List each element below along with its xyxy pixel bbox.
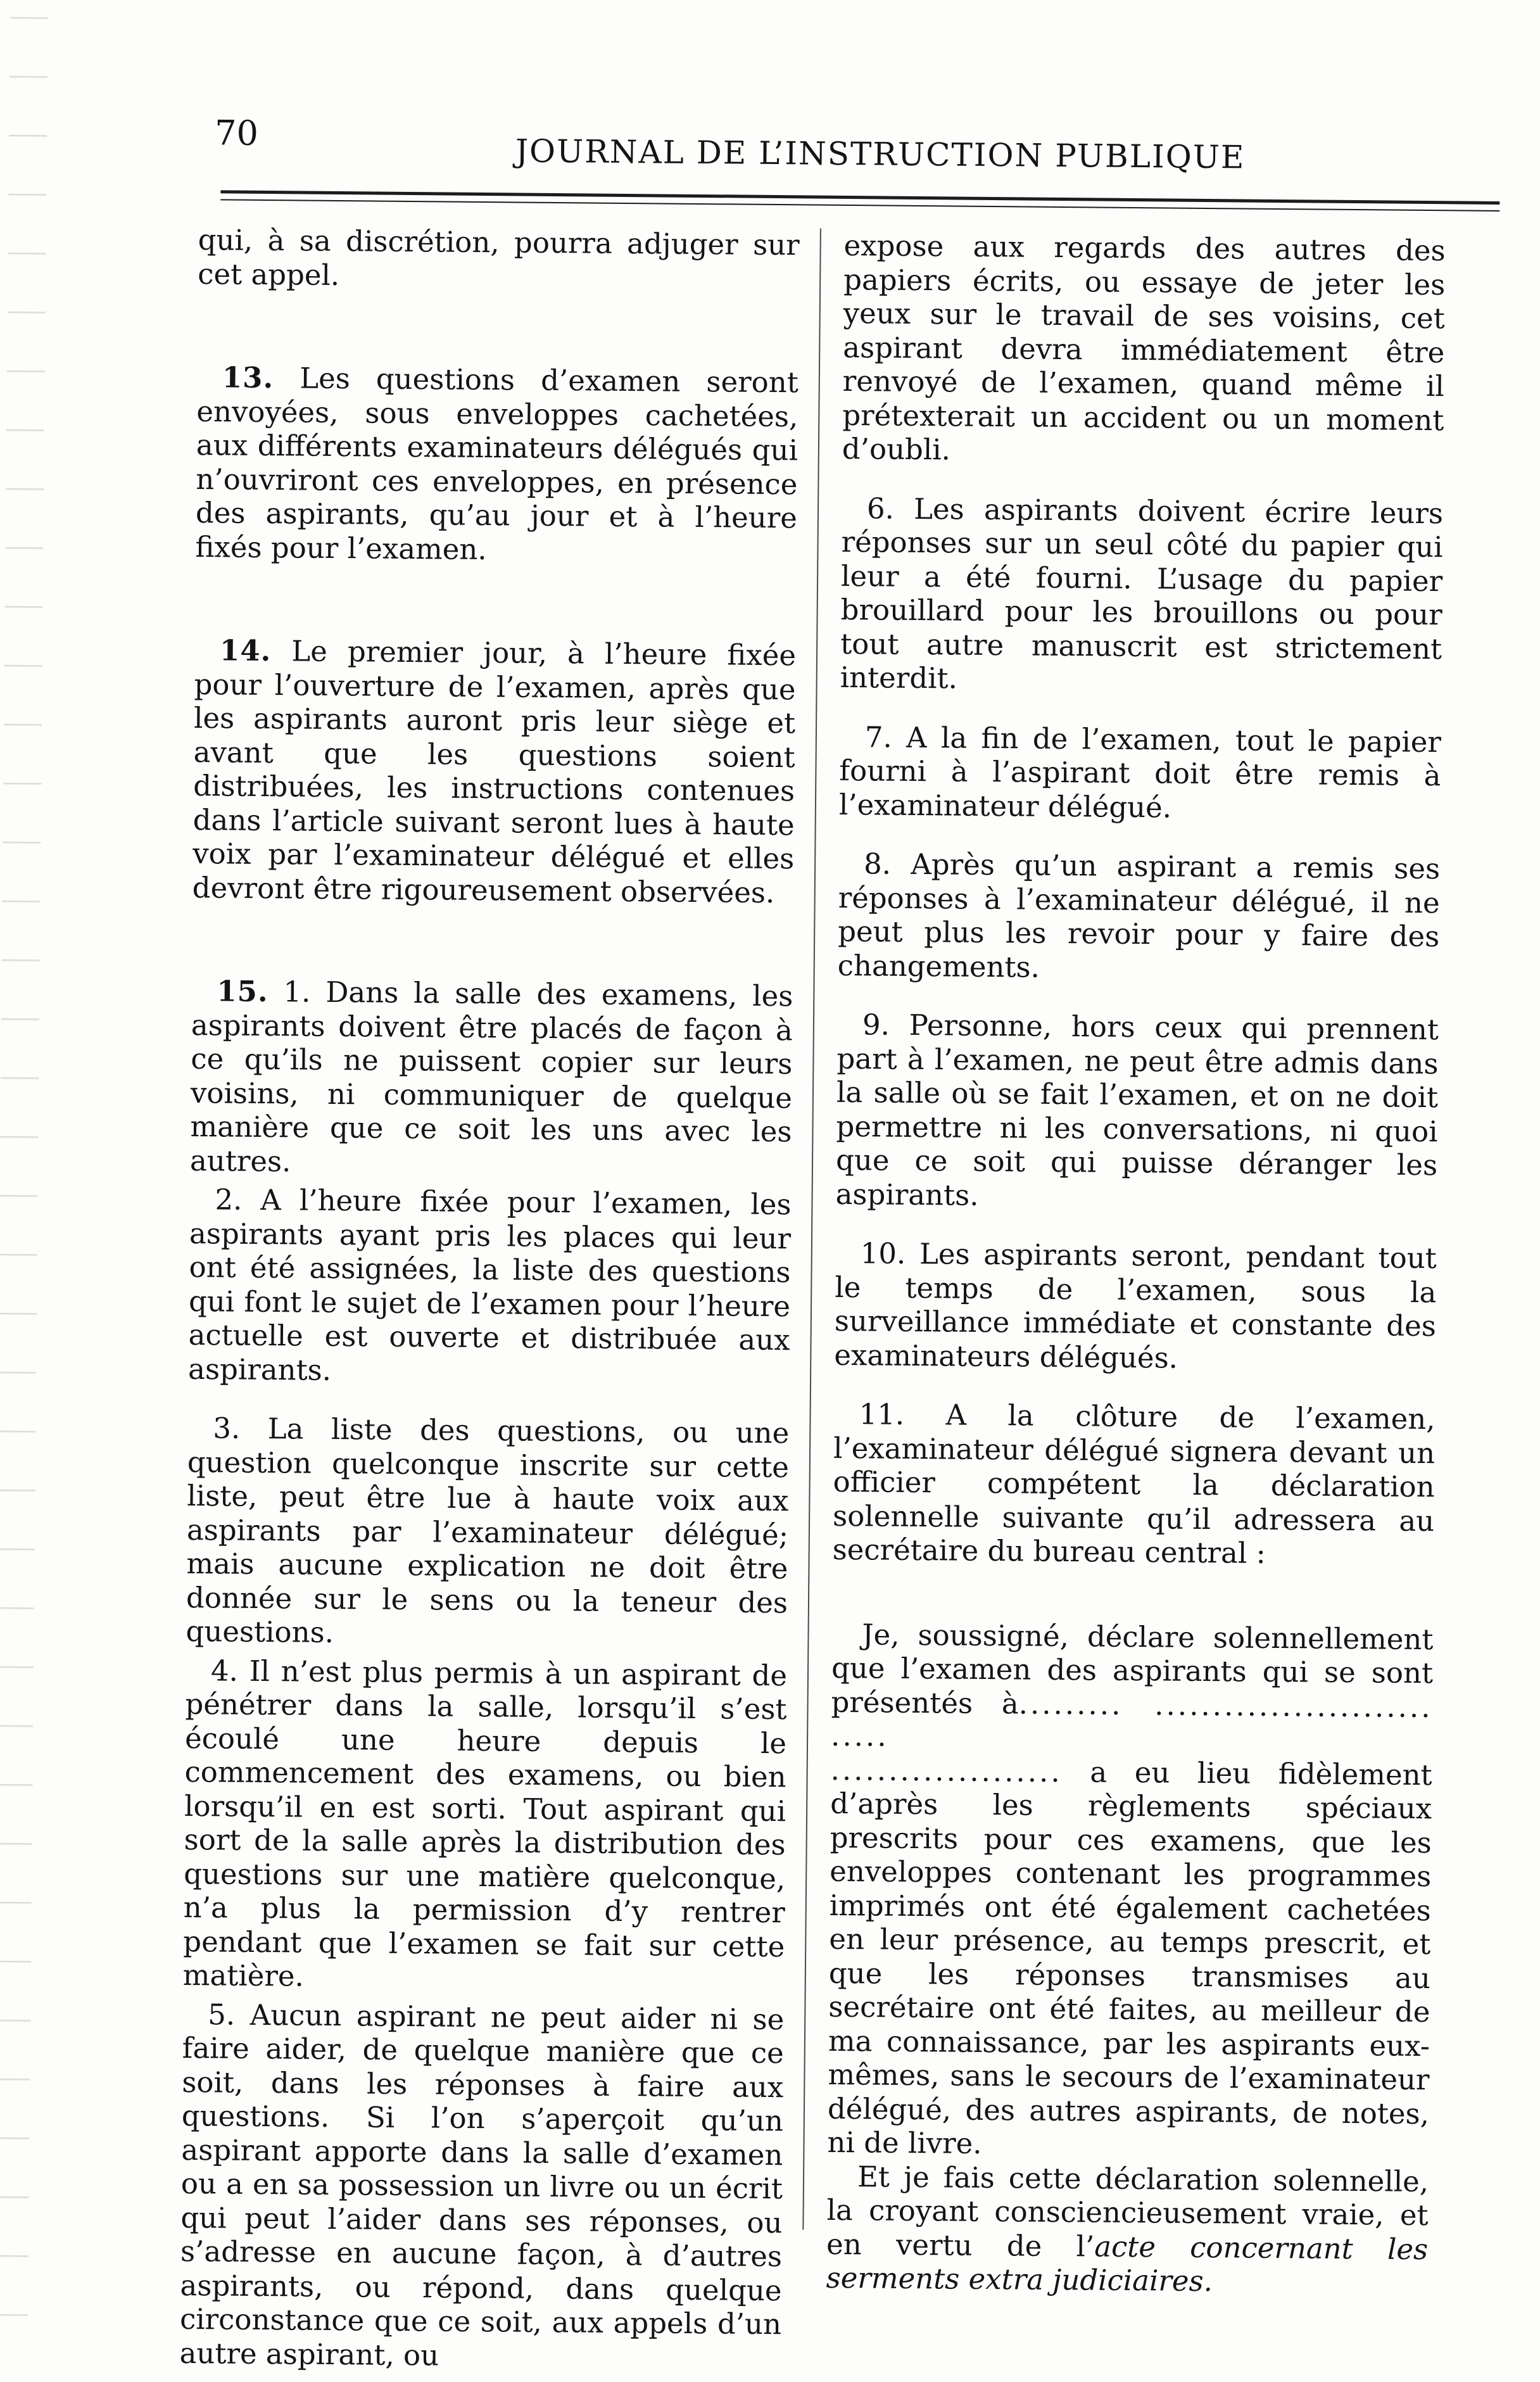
page-number: 70 xyxy=(214,113,259,153)
article-14-text: Le premier jour, à l’heure fixée pour l’ouverture de l’examen, après que les aspirants auront pris leur siège et avant que les questions soient distribuées, les instructions contenues dans l’article suivant seront lues à haute voix par l’examinateur délégué et elles devront être rigoureusement observées. xyxy=(192,634,797,909)
declaration-body xyxy=(827,1752,1432,2164)
article-15-section-2: 2. A l’heure fixée pour l’examen, les aspirants ayant pris les places qui leur ont été assignées, la liste des questions qui font le sujet de l’examen pour l’heure actuelle est ouverte et distribuée aux aspirants. xyxy=(187,1182,792,1387)
continued-paragraph: qui, à sa discrétion, pourra adjuger sur cet appel. xyxy=(198,223,800,292)
declaration-opening-text: Je, soussigné, déclare solennellement que l’examen des aspirants qui se sont présentés à xyxy=(831,1617,1434,1720)
scan-edge-noise xyxy=(0,0,48,2326)
article-15-section-6: 6. Les aspirants doivent écrire leurs réponses sur un seul côté du papier qui leur a été fourni. L’usage du papier brouillard pour les brouillons ou pour tout autre manuscrit est strictement interdit. xyxy=(840,491,1444,695)
article-15-section-5: 5. Aucun aspirant ne peut aider ni se faire aider, de quelque manière que ce soit, dans les réponses à faire aux questions. Si l’on s’aperçoit qu’un aspirant apporte dans la salle d’examen ou a en sa possession un livre ou un écrit qui peut l’aider dans ses réponses, ou s’adresse en aucune façon, à d’autres aspirants, ou répond, dans quelque circonstance que ce soit, aux appels d’un autre aspirant, ou xyxy=(179,1997,785,2372)
article-14 xyxy=(192,633,797,909)
article-15-section-11: 11. A la clôture de l’examen, l’examinateur délégué signera devant un officier compétent la déclaration solennelle suivante qu’il adressera au secrétaire du bureau central : xyxy=(832,1397,1436,1570)
article-13-text: Les questions d’examen seront envoyées, sous enveloppes cachetées, aux différents examinateurs délégués qui n’ouvriront ces enveloppes, en présence des aspirants, qu’au jour et à l’heure fixés pour l’examen. xyxy=(195,361,799,566)
article-15-section-8: 8. Après qu’un aspirant a remis ses réponses à l’examinateur délégué, il ne peut plus les revoir pour y faire des changements. xyxy=(837,847,1441,984)
article-15-section-1 xyxy=(190,974,793,1182)
column-divider xyxy=(802,229,821,2230)
left-column xyxy=(179,223,800,2375)
continued-paragraph-right: expose aux regards des autres des papiers écrits, ou essaye de jeter les yeux sur le travail de ses voisins, cet aspirant devra immédiatement être renvoyé de l’examen, quand même il prétexterait un accident ou un moment d’oubli. xyxy=(842,228,1446,467)
article-13 xyxy=(195,360,798,569)
article-15-section-10: 10. Les aspirants seront, pendant tout le temps de l’examen, sous la surveillance immédiate et constante des examinateurs délégués. xyxy=(834,1236,1437,1375)
article-15-section-4: 4. Il n’est plus permis à un aspirant de pénétrer dans la salle, lorsqu’il s’est écoulé une heure depuis le commencement des examens, ou bien lorsqu’il en est sorti. Tout aspirant qui sort de la salle après la distribution des questions sur une matière quelconque, n’a plus la permission d’y rentrer pendant que l’examen se fait sur cette matière. xyxy=(182,1653,788,1993)
declaration-blank-line-2: .................... xyxy=(830,1752,1063,1789)
declaration-closing-text: Et je fais cette déclaration solennelle, la croyant consciencieusement vraie, et en vertu de l’ xyxy=(826,2159,1429,2264)
article-14-number: 14. xyxy=(219,633,272,668)
article-15-section-7: 7. A la fin de l’examen, tout le papier fourni à l’aspirant doit être remis à l’examinateur délégué. xyxy=(838,719,1442,825)
right-column xyxy=(826,229,1445,2300)
running-head-title: JOURNAL DE L’INSTRUCTION PUBLIQUE xyxy=(515,132,1246,176)
article-15-section-1-text: 1. Dans la salle des examens, les aspirants doivent être placés de façon à ce qu’ils ne puissent copier sur leurs voisins, ni communiquer de quelque manière que ce soit les uns avec les autres. xyxy=(189,975,793,1178)
declaration-blank-line-1: ......... ........................ ..... xyxy=(830,1686,1433,1753)
article-13-number: 13. xyxy=(222,360,274,395)
header-rule-thick xyxy=(220,190,1499,205)
declaration-closing xyxy=(826,2159,1429,2300)
declaration-opening xyxy=(831,1617,1434,1758)
article-15-section-3: 3. La liste des questions, ou une question quelconque inscrite sur cette liste, peut être lue à haute voix aux aspirants par l’examinateur délégué; mais aucune explication ne doit être donnée sur le sens ou la teneur des questions. xyxy=(186,1411,790,1650)
declaration-body-text: a eu lieu fidèlement d’après les règlements spéciaux prescrits pour ces examens, que les enveloppes contenant les programmes imprimés ont été également cachetées en leur présence, au temps prescrit, et que les réponses transmises au secrétaire ont été faites, au meilleur de ma connaissance, par les aspirants eux-mêmes, sans le secours de l’examinateur délégué, des autres aspirants, de notes, ni de livre. xyxy=(827,1754,1432,2160)
article-15-number: 15. xyxy=(217,974,268,1009)
declaration-act-title: acte concernant les serments extra judiciaires. xyxy=(826,2229,1429,2298)
article-15-section-9: 9. Personne, hors ceux qui prennent part à l’examen, ne peut être admis dans la salle où se fait l’examen, et on ne doit permettre ni les conversations, ni quoi que ce soit qui puisse déranger les aspirants. xyxy=(835,1008,1439,1212)
